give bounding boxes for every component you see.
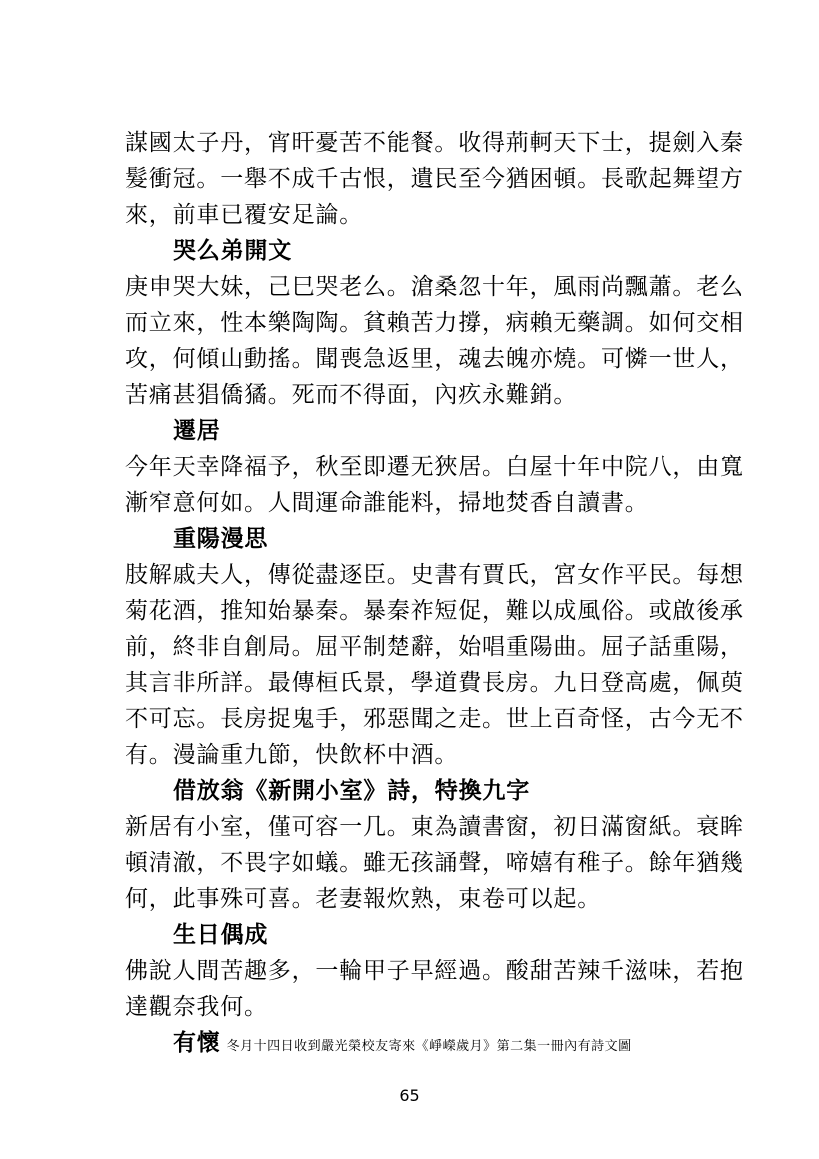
intro-poem <box>125 125 744 233</box>
poem-section <box>125 917 744 1025</box>
poem-line: 今年天幸降福予，秋至即遷无狹居。白屋十年中院八，由寬 <box>125 454 744 480</box>
poem-line: 前，終非自創局。屈平制楚辭，始唱重陽曲。屈子話重陽， <box>125 634 744 660</box>
poem-title: 重陽漫思 <box>173 525 269 552</box>
poem-section <box>125 1025 725 1061</box>
poem-line: 苦痛甚猖僑獝。死而不得面，內疚永難銷。 <box>125 382 578 408</box>
poem-line: 不可忘。長房捉鬼手，邪惡聞之走。世上百奇怪，古今无不 <box>125 706 744 732</box>
poem-line: 謀國太子丹，宵旰憂苦不能餐。收得荊軻天下士，提劍入秦 <box>125 130 744 156</box>
poem-title-with-note <box>125 1025 725 1061</box>
poem-line: 菊花酒，推知始暴秦。暴秦祚短促，難以成風俗。或啟後承 <box>125 598 744 624</box>
poem-section <box>125 521 744 773</box>
poem-line: 而立來，性本樂陶陶。貧賴苦力撐，病賴无藥調。如何交相 <box>125 310 744 336</box>
poem-line: 肢解戚夫人，傳從盡逐臣。史書有賈氏，宮女作平民。每想 <box>125 562 744 588</box>
poem-line: 何，此事殊可喜。老妻報炊熟，束卷可以起。 <box>125 886 601 912</box>
poem-section <box>125 233 744 413</box>
poem-line: 漸窄意何如。人間運命誰能料，掃地焚香自讀書。 <box>125 490 649 516</box>
poem-line: 庚申哭大妹，己巳哭老么。滄桑忽十年，風雨尚飄蕭。老么 <box>125 274 744 300</box>
poem-line: 來，前車已覆安足論。 <box>125 202 363 228</box>
poem-line: 達觀奈我何。 <box>125 994 268 1020</box>
poem-title: 哭么弟開文 <box>173 237 292 264</box>
poem-title: 遷居 <box>173 417 221 444</box>
poem-line: 其言非所詳。最傳桓氏景，學道費長房。九日登高處，佩萸 <box>125 670 744 696</box>
poem-line: 攻，何傾山動搖。聞喪急返里，魂去魄亦燒。可憐一世人， <box>125 346 744 372</box>
poem-line: 佛說人間苦趣多，一輪甲子早經過。酸甜苦辣千滋味，若抱 <box>125 958 744 984</box>
poem-section <box>125 413 744 521</box>
poem-line: 頓清澈，不畏字如蟻。雖无孩誦聲，啼嬉有稚子。餘年猶幾 <box>125 850 744 876</box>
poem-note: 冬月十四日收到嚴光榮校友寄來《崢嶸歲月》第二集一冊內有詩文圖 <box>226 1039 632 1054</box>
page-number: 65 <box>399 1086 420 1105</box>
poem-line: 新居有小室，僅可容一几。東為讀書窗，初日滿窗紙。衰眸 <box>125 814 744 840</box>
poem-title: 有懷 <box>173 1029 221 1056</box>
poem-title: 借放翁《新開小室》詩，特換九字 <box>173 777 530 804</box>
poem-section <box>125 773 744 917</box>
poem-body <box>125 125 744 1061</box>
poem-title: 生日偶成 <box>173 921 269 948</box>
poem-line: 髮衝冠。一舉不成千古恨，遺民至今猶困頓。長歌起舞望方 <box>125 166 744 192</box>
poem-line: 有。漫論重九節，快飲杯中酒。 <box>125 742 459 768</box>
